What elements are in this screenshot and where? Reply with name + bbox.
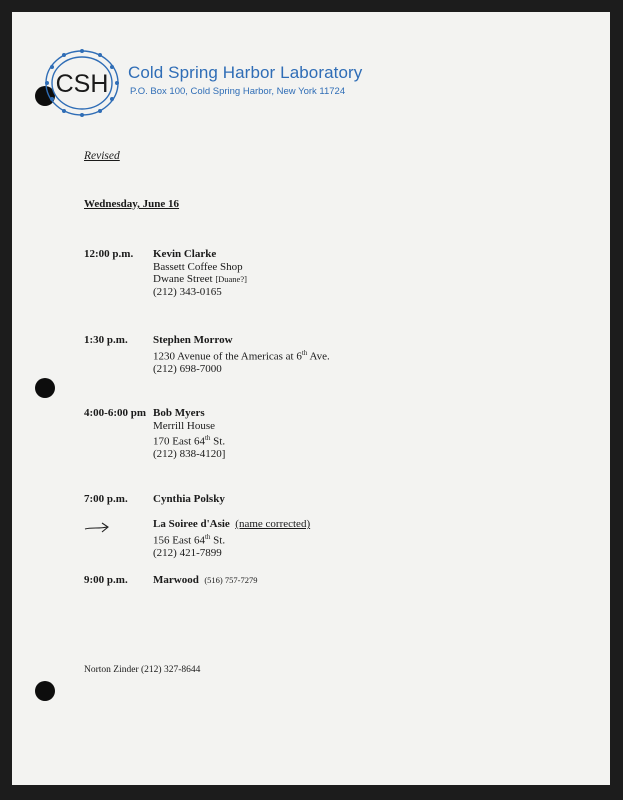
entry-phone: (212) 343-0165 (153, 285, 222, 298)
entry-time: 4:00-6:00 pm (84, 407, 147, 419)
entry-line: Merrill House (153, 419, 216, 432)
entry-name-line (153, 518, 310, 531)
entry-details (153, 248, 247, 298)
entry-name: La Soiree d'Asie (153, 518, 230, 530)
entry-details (153, 334, 330, 375)
entry-time: 9:00 p.m. (84, 574, 128, 586)
entry-line: 170 East 64th St. (153, 434, 226, 448)
entry-time: 12:00 p.m. (84, 248, 134, 260)
entry-name: Stephen Morrow (153, 334, 233, 346)
csh-logo (40, 45, 124, 126)
binder-hole-middle (35, 378, 55, 398)
lab-address: P.O. Box 100, Cold Spring Harbor, New York 11724 (130, 86, 346, 97)
entry-note: (name corrected) (235, 518, 311, 530)
footer-contact: Norton Zinder (212) 327-8644 (84, 665, 201, 675)
entry-line: 156 East 64th St. (153, 532, 226, 547)
entry-details (153, 493, 225, 506)
arrow-right-icon (84, 521, 110, 539)
entry-phone: (212) 421-7899 (153, 546, 222, 559)
entry-name: Bob Myers (153, 407, 205, 419)
lab-name: Cold Spring Harbor Laboratory (128, 63, 363, 82)
entry-time: 1:30 p.m. (84, 334, 128, 346)
entry-line: 1230 Avenue of the Americas at 6th Ave. (153, 348, 330, 363)
entry-phone: (212) 838-4120] (153, 448, 226, 461)
entry-annotation: [Duane?] (215, 274, 247, 284)
revised-label: Revised (84, 150, 120, 162)
entry-name: Cynthia Polsky (153, 493, 225, 505)
entry-name: Kevin Clarke (153, 248, 217, 260)
date-heading: Wednesday, June 16 (84, 198, 180, 210)
entry-details (153, 407, 225, 461)
entry-time: 7:00 p.m. (84, 493, 128, 505)
entry-name: Marwood (153, 574, 199, 586)
binder-hole-bottom (35, 681, 55, 701)
entry-phone: (212) 698-7000 (153, 362, 222, 375)
entry-line: Dwane Street [Duane?] (153, 273, 247, 285)
entry-details (153, 518, 310, 559)
logo-text: CSH (55, 70, 109, 98)
entry-line: Bassett Coffee Shop (153, 260, 243, 273)
entry-details (153, 574, 257, 587)
entry-phone: (516) 757-7279 (204, 575, 258, 585)
